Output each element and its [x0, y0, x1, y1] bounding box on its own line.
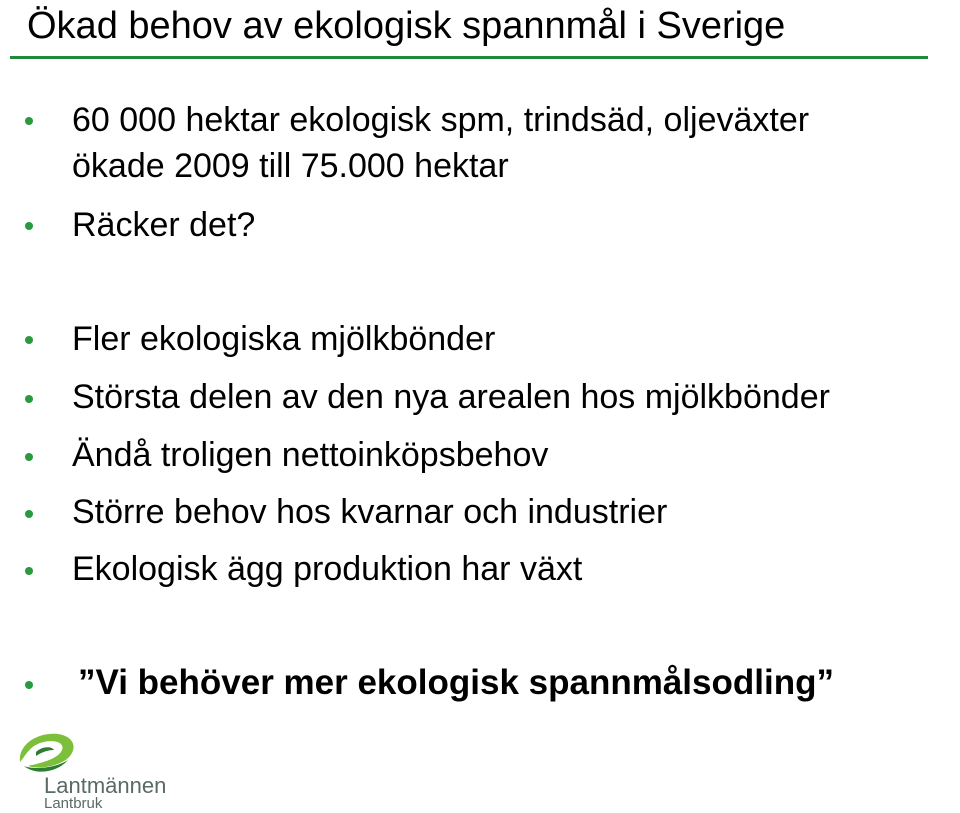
logo-name: Lantmännen — [44, 773, 167, 798]
bullet-text: Största delen av den nya arealen hos mjölkbönder — [72, 378, 830, 416]
bullet-text: Fler ekologiska mjölkbönder — [72, 320, 496, 358]
title-divider — [10, 56, 928, 59]
bullet-dot-icon — [25, 681, 33, 689]
bullet-text: Större behov hos kvarnar och industrier — [72, 493, 668, 531]
bullet-dot-icon — [25, 510, 33, 518]
bullet-text: 60 000 hektar ekologisk spm, trindsäd, oljeväxter — [72, 101, 810, 139]
quote-text: ”Vi behöver mer ekologisk spannmålsodling” — [78, 663, 834, 702]
bullet-text: Ekologisk ägg produktion har växt — [72, 550, 583, 588]
logo-subtitle: Lantbruk — [44, 795, 103, 812]
slide-title: Ökad behov av ekologisk spannmål i Sverige — [27, 5, 786, 47]
bullet-text: Räcker det? — [72, 206, 256, 244]
bullet-dot-icon — [25, 336, 33, 344]
bullet-text-continued: ökade 2009 till 75.000 hektar — [72, 147, 509, 185]
bullet-dot-icon — [25, 117, 33, 125]
bullet-dot-icon — [25, 453, 33, 461]
bullet-dot-icon — [25, 395, 33, 403]
bullet-dot-icon — [25, 222, 33, 230]
bullet-dot-icon — [25, 567, 33, 575]
lantmannen-logo — [14, 726, 194, 810]
lantmannen-leaf-logo-icon — [14, 726, 84, 778]
bullet-text: Ändå troligen nettoinköpsbehov — [72, 436, 549, 474]
